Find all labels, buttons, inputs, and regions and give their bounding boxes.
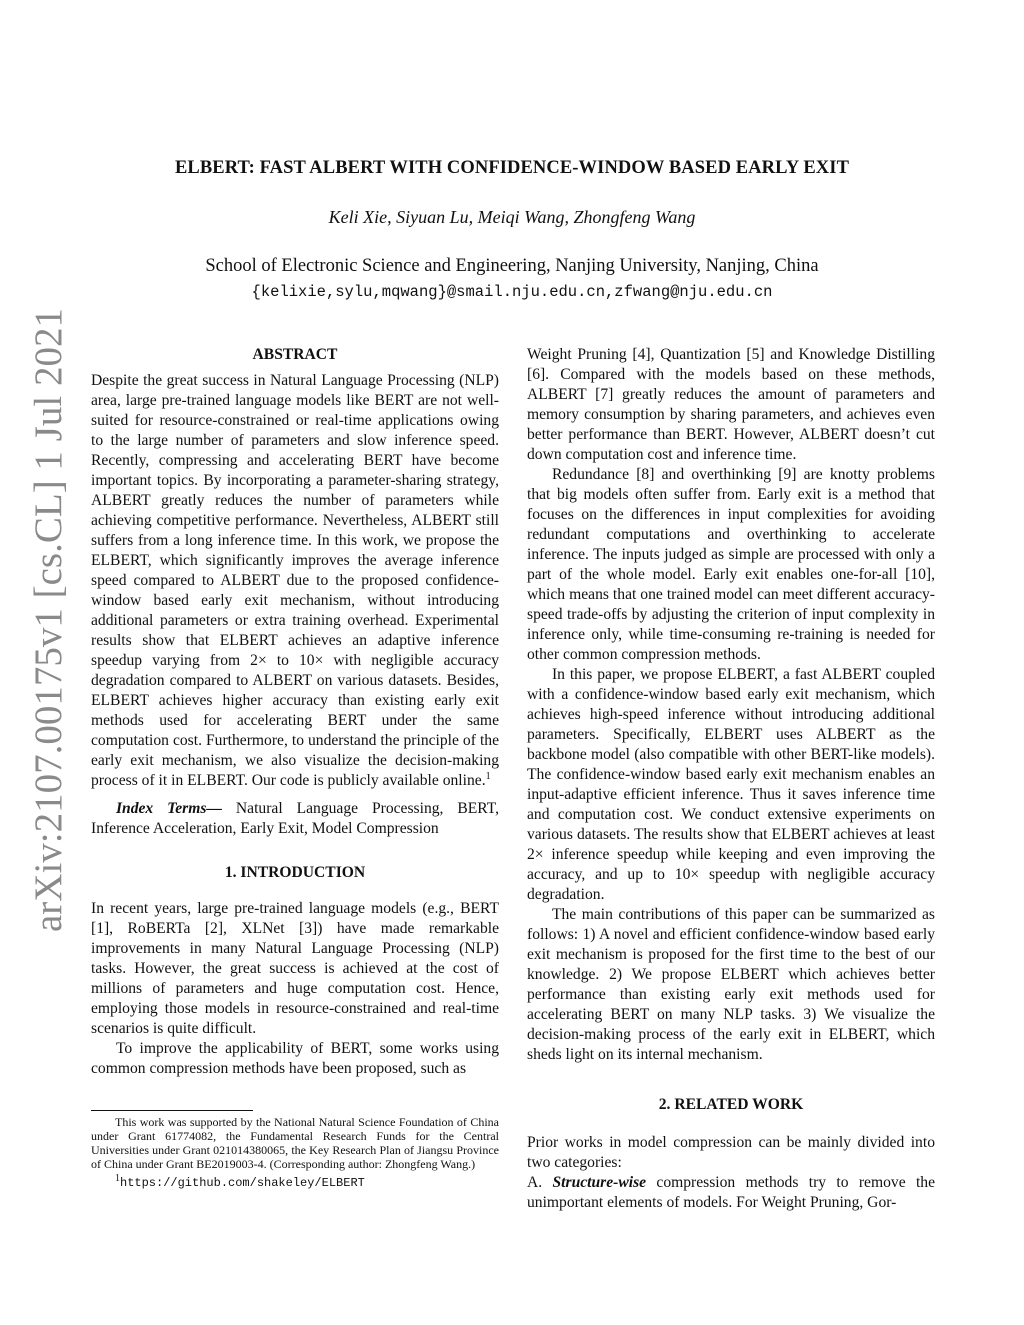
funding-footnote: This work was supported by the National Natural Science Foundation of China under Grant 61774082, the Fundamental Research Funds for the Central Universities under Grant 021014380065, the Key Research Plan of Jiangsu Province of China under Grant BE2019003-4. (Corresponding author: Zhongfeng Wang.) bbox=[91, 1115, 499, 1171]
related-work-heading: 2. RELATED WORK bbox=[658, 1096, 804, 1113]
arxiv-stamp: arXiv:2107.00175v1 [cs.CL] 1 Jul 2021 bbox=[27, 308, 70, 932]
intro-paragraph-2-continued: Weight Pruning [4], Quantization [5] and Knowledge Distilling [6]. Compared with the models based on these methods, ALBERT [7] greatly reduces the amount of parameters and memory consumption by sharing parameters, and achieves even better performance than BERT. However, ALBERT doesn’t cut down computation cost and inference time. bbox=[527, 346, 935, 463]
index-terms bbox=[91, 799, 499, 839]
paper-title: ELBERT: FAST ALBERT WITH CONFIDENCE-WINDOW BASED EARLY EXIT bbox=[174, 158, 850, 178]
right-column bbox=[527, 345, 935, 1213]
related-work-paragraph-1: Prior works in model compression can be mainly divided into two categories: bbox=[527, 1134, 935, 1171]
index-terms-text: Natural Language Processing, BERT, Inference Acceleration, Early Exit, Model Compression bbox=[91, 800, 500, 837]
abstract-footnote-mark: 1 bbox=[485, 770, 491, 782]
code-url-link[interactable]: https://github.com/shakeley/ELBERT bbox=[120, 1176, 365, 1190]
index-terms-label: Index Terms— bbox=[115, 800, 222, 817]
related-work-paragraph-2 bbox=[527, 1173, 935, 1213]
intro-paragraph-5: The main contributions of this paper can be summarized as follows: 1) A novel and efficient confidence-window based early exit mechanism is proposed for the first time to the best of our knowledge. 2) We propose ELBERT which achieves better performance than existing early exit methods used for accelerating BERT on many NLP tasks. 3) We visualize the decision-making process of the early exit in ELBERT, which sheds light on its internal mechanism. bbox=[527, 906, 935, 1063]
email-addresses: {kelixie,sylu,mqwang}@smail.nju.edu.cn,zfwang@nju.edu.cn bbox=[251, 283, 773, 301]
author-list: Keli Xie, Siyuan Lu, Meiqi Wang, Zhongfeng Wang bbox=[328, 207, 696, 227]
footnote-rule bbox=[91, 1110, 253, 1111]
related-work-paragraph-2-text: compression methods try to remove the unimportant elements of models. For Weight Pruning, Gor- bbox=[527, 1174, 935, 1211]
intro-paragraph-2: To improve the applicability of BERT, some works using common compression methods have been proposed, such as bbox=[91, 1040, 499, 1077]
structure-wise-term: Structure-wise bbox=[552, 1174, 647, 1191]
related-work-list-marker: A. bbox=[527, 1174, 553, 1191]
intro-paragraph-3: Redundance [8] and overthinking [9] are knotty problems that big models often suffer from. Early exit is a method that focuses on the differences in input complexities for avoiding redundant computations and overthinking to accelerate inference. The inputs judged as simple are processed with only a part of the whole model. Early exit enables one-for-all [10], which means that one trained model can meet different accuracy-speed trade-offs by adjusting the criterion of input complexity in inference only, while time-consuming re-training is needed for other common compression methods. bbox=[527, 466, 935, 663]
intro-paragraph-1: In recent years, large pre-trained language models (e.g., BERT [1], RoBERTa [2], XLNet [3]) have made remarkable improvements in many Natural Language Processing (NLP) tasks. However, the great success is achieved at the cost of millions of parameters and huge computation cost. Hence, employing those models in resource-constrained and real-time scenarios is quite difficult. bbox=[91, 900, 499, 1037]
introduction-heading: 1. INTRODUCTION bbox=[224, 864, 366, 881]
url-footnote-mark: 1 bbox=[115, 1173, 120, 1184]
code-url-footnote bbox=[91, 1175, 499, 1190]
affiliation: School of Electronic Science and Engineering, Nanjing University, Nanjing, China bbox=[205, 256, 819, 276]
footnotes bbox=[91, 1115, 499, 1190]
left-column bbox=[91, 345, 499, 1079]
abstract-body bbox=[91, 371, 499, 791]
abstract-text: Despite the great success in Natural Language Processing (NLP) area, large pre-trained language models like BERT are not well-suited for resource-constrained or real-time applications owing to the large number of parameters and slow inference speed. Recently, compressing and accelerating BERT have become important topics. By incorporating a parameter-sharing strategy, ALBERT greatly reduces the number of parameters while achieving competitive performance. Nevertheless, ALBERT still suffers from a long inference time. In this work, we propose the ELBERT, which significantly improves the average inference speed compared to ALBERT due to the proposed confidence-window based early exit mechanism, without introducing additional parameters or extra training overhead. Experimental results show that ELBERT achieves an adaptive inference speedup varying from 2× to 10× with negligible accuracy degradation compared to ALBERT on various datasets. Besides, ELBERT achieves higher accuracy than existing early exit methods used for accelerating BERT under the same computation cost. Furthermore, to understand the principle of the early exit mechanism, we also visualize the decision-making process of it in ELBERT. Our code is publicly available online. bbox=[91, 372, 499, 789]
intro-paragraph-4: In this paper, we propose ELBERT, a fast ALBERT coupled with a confidence-window based early exit mechanism, which achieves high-speed inference without introducing additional parameters. Specifically, ELBERT uses ALBERT as the backbone model (also compatible with other BERT-like models). The confidence-window based early exit mechanism enables an input-adaptive efficient inference. Thus it saves inference time and computation cost. We conduct extensive experiments on various datasets. The results show that ELBERT achieves at least 2× inference speedup while keeping and even improving the accuracy, and up to 10× speedup with negligible accuracy degradation. bbox=[527, 666, 935, 903]
abstract-heading: ABSTRACT bbox=[252, 346, 338, 363]
